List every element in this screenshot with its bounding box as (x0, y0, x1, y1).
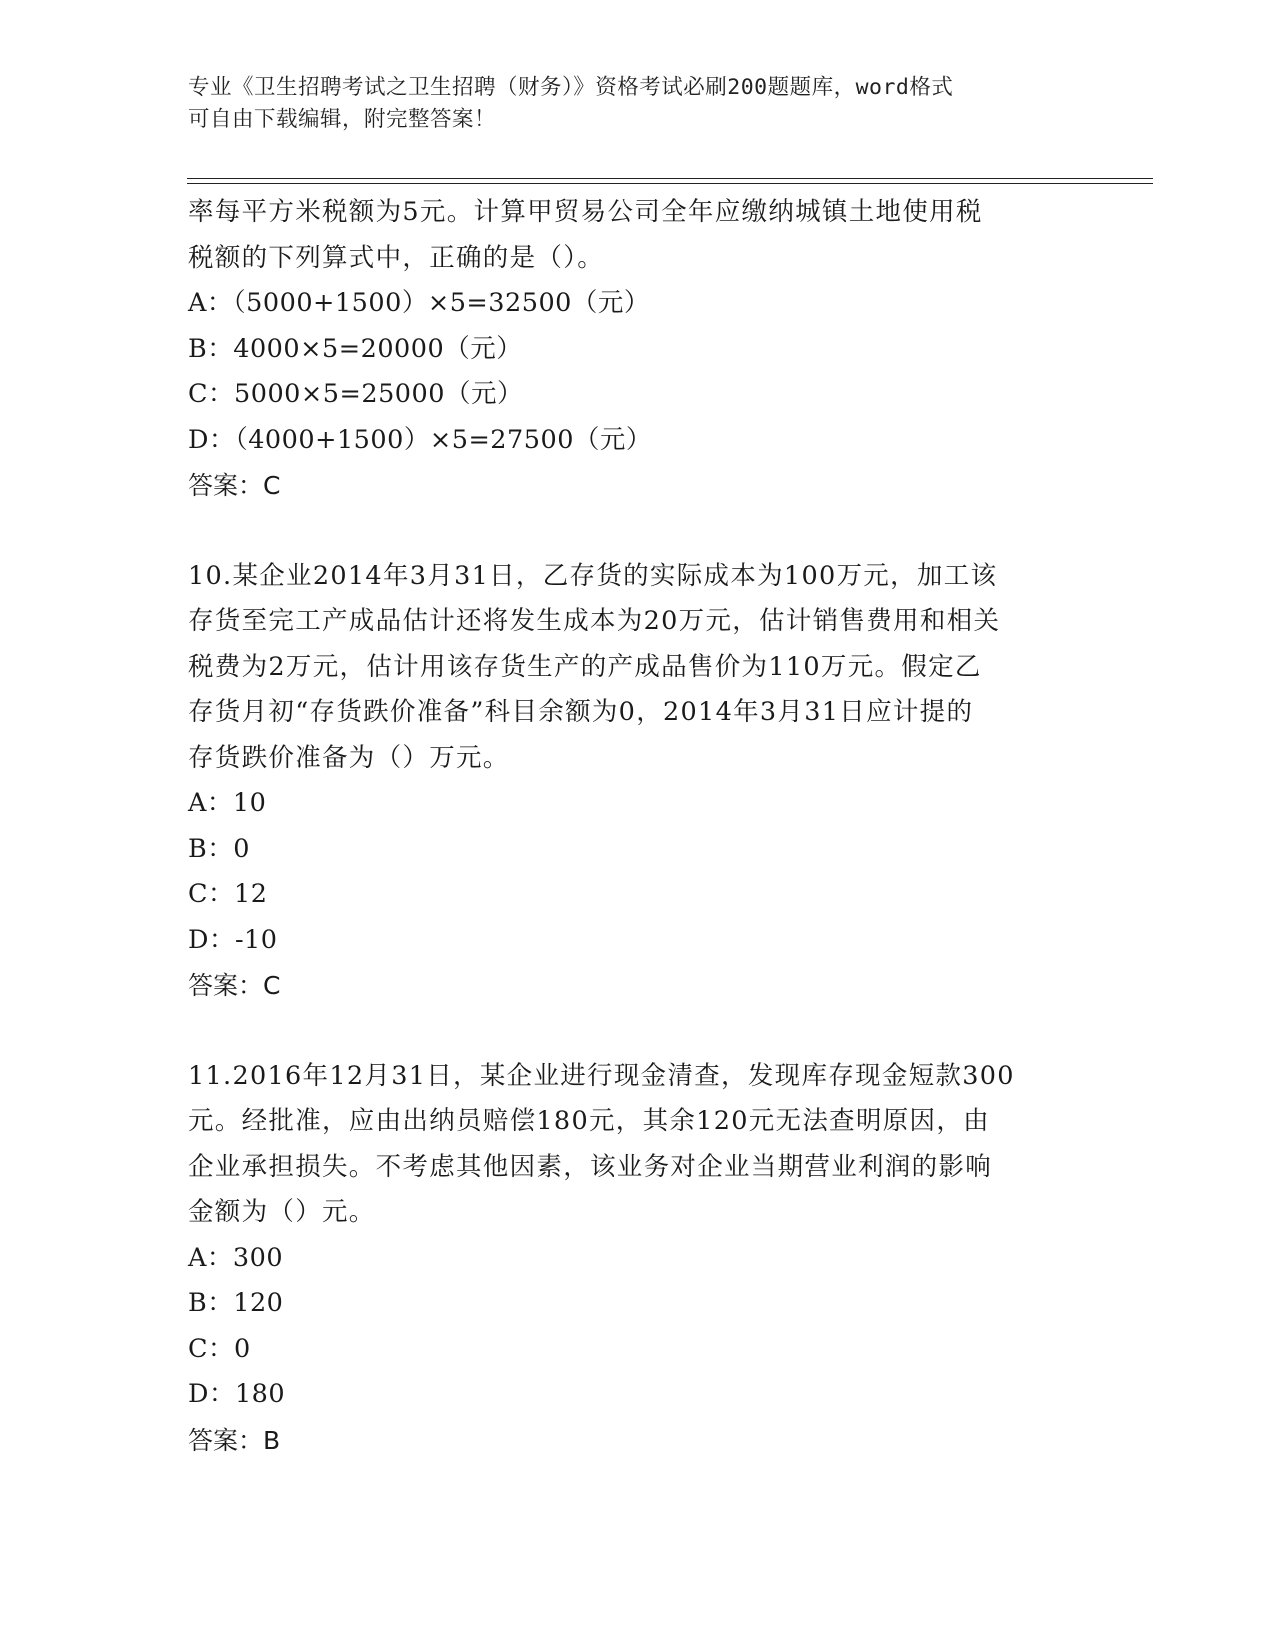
question-stem-line: 税额的下列算式中，正确的是（）。 (188, 242, 605, 273)
option-b: B：120 (188, 1288, 284, 1318)
header-divider-bottom (187, 183, 1153, 184)
option-b: B：0 (188, 833, 250, 864)
answer-line: 答案：C (188, 971, 281, 1000)
header-divider-top (187, 178, 1153, 179)
option-c: C：5000×5=25000（元） (188, 379, 523, 409)
question-stem-line: 10.某企业2014年3月31日，乙存货的实际成本为100万元，加工该 (188, 560, 998, 591)
option-b: B：4000×5=20000（元） (188, 333, 523, 364)
question-stem-line: 存货月初“存货跌价准备”科目余额为0，2014年3月31日应计提的 (188, 697, 974, 727)
question-stem-line: 存货跌价准备为（）万元。 (188, 742, 510, 773)
option-d: D：-10 (188, 924, 278, 955)
question-stem-line: 金额为（）元。 (188, 1197, 376, 1227)
header-title-line-2: 可自由下载编辑，附完整答案！ (188, 107, 497, 132)
option-c: C：12 (188, 879, 268, 909)
document-header (188, 72, 1068, 136)
question-spacer (188, 509, 1088, 554)
option-a: A：（5000+1500）×5=32500（元） (188, 288, 650, 318)
question-stem-line: 税费为2万元，估计用该存货生产的产成品售价为110万元。假定乙 (188, 651, 982, 682)
option-c: C：0 (188, 1333, 251, 1364)
option-d: D：（4000+1500）×5=27500（元） (188, 424, 652, 455)
question-stem-line: 11.2016年12月31日，某企业进行现金清查，发现库存现金短款300 (188, 1060, 1015, 1091)
answer-line: 答案：C (188, 471, 281, 500)
question-11 (188, 1054, 1088, 1464)
question-10 (188, 554, 1088, 1009)
question-stem-line: 元。经批准，应由出纳员赔偿180元，其余120元无法查明原因，由 (188, 1106, 990, 1136)
option-a: A：300 (188, 1242, 284, 1273)
option-d: D：180 (188, 1379, 286, 1409)
question-9 (188, 190, 1088, 509)
question-spacer (188, 1009, 1088, 1054)
question-stem-line: 存货至完工产成品估计还将发生成本为20万元，估计销售费用和相关 (188, 606, 1001, 636)
question-stem-line: 企业承担损失。不考虑其他因素，该业务对企业当期营业利润的影响 (188, 1151, 993, 1182)
header-title-line-1: 专业《卫生招聘考试之卫生招聘（财务）》资格考试必刷200题题库，word格式 (188, 75, 954, 100)
option-a: A：10 (188, 788, 267, 818)
document-body (188, 190, 1088, 1463)
answer-line: 答案：B (188, 1425, 281, 1455)
question-stem-line: 率每平方米税额为5元。计算甲贸易公司全年应缴纳城镇土地使用税 (188, 197, 983, 227)
